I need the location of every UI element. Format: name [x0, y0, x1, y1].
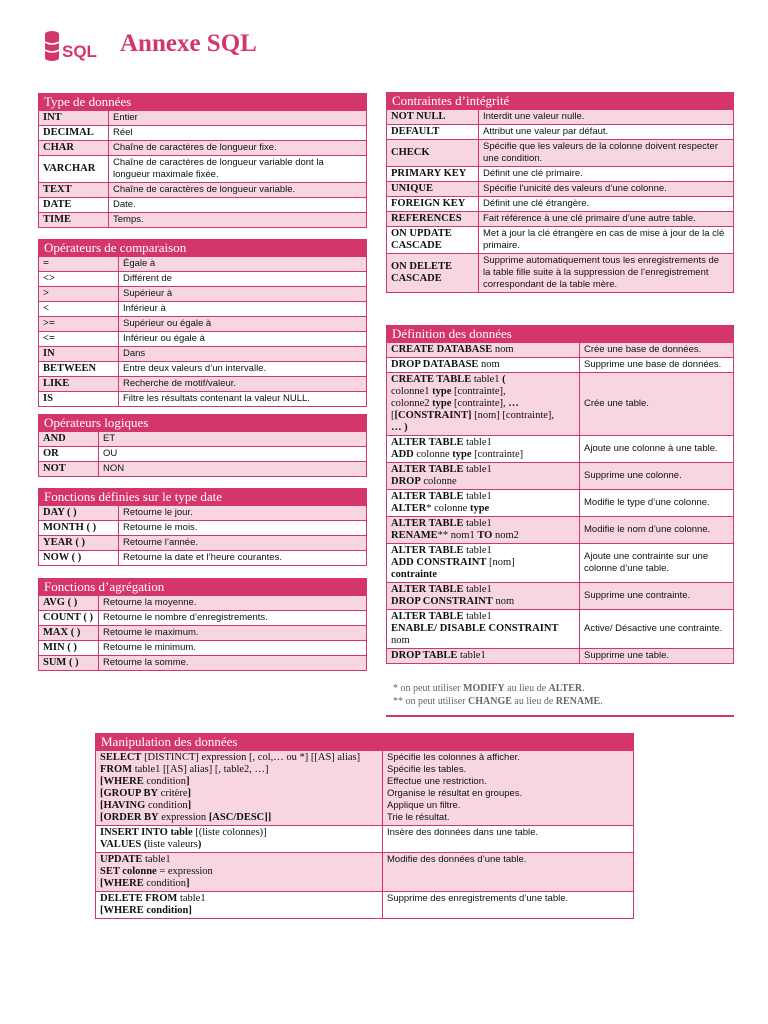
- description-cell: ET: [99, 432, 367, 447]
- description-cell: Définit une clé primaire.: [479, 167, 734, 182]
- description-cell: Active/ Désactive une contrainte.: [580, 610, 734, 649]
- term-cell: SELECT [DISTINCT] expression [, col,… ou *] [[AS] alias] FROM table1 [[AS] alias] [, table2, …] [WHERE condition] [GROUP BY critère] [HAVING condition] [ORDER BY expression [ASC/DESC]]: [96, 751, 383, 826]
- term-cell: ALTER TABLE table1 ADD CONSTRAINT [nom] contrainte: [387, 544, 580, 583]
- description-cell: Fait référence à une clé primaire d’une autre table.: [479, 212, 734, 227]
- term-cell: ALTER TABLE table1 RENAME** nom1 TO nom2: [387, 517, 580, 544]
- description-cell: Filtre les résultats contenant la valeur NULL.: [119, 392, 367, 407]
- section-header: Type de données: [38, 93, 367, 110]
- description-cell: Spécifie l’unicité des valeurs d’une colonne.: [479, 182, 734, 197]
- table-row: [387, 227, 734, 254]
- section-header: Fonctions d’agrégation: [38, 578, 367, 595]
- table-row: [39, 506, 367, 521]
- description-cell: Crée une base de données.: [580, 343, 734, 358]
- svg-text:SQL: SQL: [62, 42, 97, 61]
- description-cell: OU: [99, 447, 367, 462]
- table-row: [387, 167, 734, 182]
- section-date-functions: [38, 488, 367, 566]
- term-cell: >: [39, 287, 119, 302]
- section-header: Définition des données: [386, 325, 734, 342]
- table-row: [387, 436, 734, 463]
- section-aggregate-functions: [38, 578, 367, 671]
- table-row: [387, 140, 734, 167]
- description-cell: Retourne le mois.: [119, 521, 367, 536]
- description-cell: Différent de: [119, 272, 367, 287]
- section-logical-operators: [38, 414, 367, 477]
- table-row: [39, 302, 367, 317]
- section-header: Contraintes d’intégrité: [386, 92, 734, 109]
- term-cell: MIN ( ): [39, 641, 99, 656]
- section-header: Opérateurs logiques: [38, 414, 367, 431]
- mix-table: [95, 750, 634, 919]
- term-cell: >=: [39, 317, 119, 332]
- table-row: [387, 544, 734, 583]
- term-cell: SUM ( ): [39, 656, 99, 671]
- description-cell: Retourne la somme.: [99, 656, 367, 671]
- description-cell: Temps.: [109, 213, 367, 228]
- description-cell: Crée une table.: [580, 373, 734, 436]
- table-row: [39, 287, 367, 302]
- table-row: [96, 853, 634, 892]
- section-header: Fonctions définies sur le type date: [38, 488, 367, 505]
- kv-table: [38, 431, 367, 477]
- term-cell: CREATE TABLE table1 ( colonne1 type [contrainte], colonne2 type [contrainte], … [[CONSTRAINT] [nom] [contrainte], … ): [387, 373, 580, 436]
- table-row: [39, 611, 367, 626]
- table-row: [39, 462, 367, 477]
- term-cell: INT: [39, 111, 109, 126]
- table-row: [39, 126, 367, 141]
- table-row: [39, 551, 367, 566]
- term-cell: CREATE DATABASE nom: [387, 343, 580, 358]
- section-header: Opérateurs de comparaison: [38, 239, 367, 256]
- description-cell: Égale à: [119, 257, 367, 272]
- term-cell: =: [39, 257, 119, 272]
- table-row: [39, 347, 367, 362]
- kv-table: [38, 595, 367, 671]
- term-cell: ALTER TABLE table1 DROP CONSTRAINT nom: [387, 583, 580, 610]
- term-cell: LIKE: [39, 377, 119, 392]
- sql-database-logo-icon: [44, 29, 102, 63]
- table-row: [39, 183, 367, 198]
- term-cell: TIME: [39, 213, 109, 228]
- term-cell: COUNT ( ): [39, 611, 99, 626]
- description-cell: Entre deux valeurs d’un intervalle.: [119, 362, 367, 377]
- term-cell: OR: [39, 447, 99, 462]
- term-cell: DAY ( ): [39, 506, 119, 521]
- mix-table: [386, 342, 734, 664]
- table-row: [39, 257, 367, 272]
- table-row: [387, 373, 734, 436]
- kv-table: [386, 109, 734, 293]
- table-row: [39, 362, 367, 377]
- description-cell: Supprime des enregistrements d’une table.: [383, 892, 634, 919]
- kv-table: [38, 110, 367, 228]
- table-row: [387, 110, 734, 125]
- term-cell: YEAR ( ): [39, 536, 119, 551]
- term-cell: <=: [39, 332, 119, 347]
- table-row: [39, 432, 367, 447]
- term-cell: MAX ( ): [39, 626, 99, 641]
- term-cell: NOT NULL: [387, 110, 479, 125]
- table-row: [39, 392, 367, 407]
- table-row: [96, 892, 634, 919]
- term-cell: AND: [39, 432, 99, 447]
- description-cell: Met à jour la clé étrangère en cas de mise à jour de la clé primaire.: [479, 227, 734, 254]
- term-cell: BETWEEN: [39, 362, 119, 377]
- term-cell: UPDATE table1 SET colonne = expression [WHERE condition]: [96, 853, 383, 892]
- kv-table: [38, 256, 367, 407]
- description-cell: Chaîne de caractères de longueur variable.: [109, 183, 367, 198]
- term-cell: ALTER TABLE table1 ENABLE/ DISABLE CONSTRAINT nom: [387, 610, 580, 649]
- description-cell: Supprime automatiquement tous les enregistrements de la table fille suite à la suppression de l’enregistrement correspondant de la table mère.: [479, 254, 734, 293]
- term-cell: MONTH ( ): [39, 521, 119, 536]
- description-cell: Réel: [109, 126, 367, 141]
- description-cell: Chaîne de caractères de longueur variable dont la longueur maximale fixée.: [109, 156, 367, 183]
- term-cell: TEXT: [39, 183, 109, 198]
- description-cell: Interdit une valeur nulle.: [479, 110, 734, 125]
- term-cell: <>: [39, 272, 119, 287]
- term-cell: VARCHAR: [39, 156, 109, 183]
- table-row: [39, 536, 367, 551]
- term-cell: DROP TABLE table1: [387, 649, 580, 664]
- section-comparison-operators: [38, 239, 367, 407]
- description-cell: Supérieur à: [119, 287, 367, 302]
- table-row: [387, 517, 734, 544]
- description-cell: Chaîne de caractères de longueur fixe.: [109, 141, 367, 156]
- term-cell: AVG ( ): [39, 596, 99, 611]
- table-row: [387, 358, 734, 373]
- table-row: [39, 272, 367, 287]
- kv-table: [38, 505, 367, 566]
- description-cell: Modifie le type d’une colonne.: [580, 490, 734, 517]
- table-row: [387, 583, 734, 610]
- description-cell: Modifie des données d’une table.: [383, 853, 634, 892]
- term-cell: DATE: [39, 198, 109, 213]
- table-row: [39, 626, 367, 641]
- table-row: [39, 521, 367, 536]
- footnote-modify: * on peut utiliser MODIFY au lieu de ALTER.: [393, 683, 585, 694]
- table-row: [387, 182, 734, 197]
- term-cell: PRIMARY KEY: [387, 167, 479, 182]
- description-cell: Dans: [119, 347, 367, 362]
- table-row: [39, 641, 367, 656]
- divider: [386, 715, 734, 717]
- table-row: [39, 332, 367, 347]
- term-cell: ALTER TABLE table1 DROP colonne: [387, 463, 580, 490]
- term-cell: DEFAULT: [387, 125, 479, 140]
- term-cell: FOREIGN KEY: [387, 197, 479, 212]
- description-cell: Supprime une base de données.: [580, 358, 734, 373]
- term-cell: ON UPDATE CASCADE: [387, 227, 479, 254]
- table-row: [387, 343, 734, 358]
- description-cell: Recherche de motif/valeur.: [119, 377, 367, 392]
- section-header: Manipulation des données: [95, 733, 634, 750]
- footnote-change: ** on peut utiliser CHANGE au lieu de RENAME.: [393, 696, 603, 707]
- description-cell: Retourne l’année.: [119, 536, 367, 551]
- term-cell: NOT: [39, 462, 99, 477]
- term-cell: CHECK: [387, 140, 479, 167]
- table-row: [39, 213, 367, 228]
- page-title: Annexe SQL: [120, 30, 257, 57]
- description-cell: Ajoute une colonne à une table.: [580, 436, 734, 463]
- term-cell: DECIMAL: [39, 126, 109, 141]
- table-row: [39, 656, 367, 671]
- table-row: [387, 212, 734, 227]
- description-cell: Supprime une colonne.: [580, 463, 734, 490]
- term-cell: NOW ( ): [39, 551, 119, 566]
- description-cell: Supprime une table.: [580, 649, 734, 664]
- description-cell: Attribut une valeur par défaut.: [479, 125, 734, 140]
- description-cell: Spécifie que les valeurs de la colonne doivent respecter une condition.: [479, 140, 734, 167]
- term-cell: DELETE FROM table1 [WHERE condition]: [96, 892, 383, 919]
- table-row: [387, 649, 734, 664]
- description-cell: Entier: [109, 111, 367, 126]
- table-row: [39, 156, 367, 183]
- section-data-definition: [386, 325, 734, 664]
- table-row: [96, 826, 634, 853]
- description-cell: Retourne le nombre d’enregistrements.: [99, 611, 367, 626]
- section-data-manipulation: [95, 733, 634, 919]
- term-cell: <: [39, 302, 119, 317]
- table-row: [387, 197, 734, 212]
- term-cell: REFERENCES: [387, 212, 479, 227]
- term-cell: ALTER TABLE table1 ALTER* colonne type: [387, 490, 580, 517]
- table-row: [39, 317, 367, 332]
- section-integrity-constraints: [386, 92, 734, 293]
- term-cell: UNIQUE: [387, 182, 479, 197]
- description-cell: Inférieur à: [119, 302, 367, 317]
- term-cell: DROP DATABASE nom: [387, 358, 580, 373]
- table-row: [39, 198, 367, 213]
- table-row: [387, 125, 734, 140]
- table-row: [387, 610, 734, 649]
- term-cell: ON DELETE CASCADE: [387, 254, 479, 293]
- description-cell: Supprime une contrainte.: [580, 583, 734, 610]
- description-cell: Retourne le minimum.: [99, 641, 367, 656]
- table-row: [39, 111, 367, 126]
- description-cell: Spécifie les colonnes à afficher. Spécifie les tables. Effectue une restriction. Organise le résultat en groupes. Applique un filtre. Trie le résultat.: [383, 751, 634, 826]
- table-row: [387, 254, 734, 293]
- table-row: [387, 490, 734, 517]
- description-cell: Définit une clé étrangère.: [479, 197, 734, 212]
- term-cell: CHAR: [39, 141, 109, 156]
- description-cell: Retourne le maximum.: [99, 626, 367, 641]
- description-cell: Ajoute une contrainte sur une colonne d’une table.: [580, 544, 734, 583]
- term-cell: IS: [39, 392, 119, 407]
- description-cell: Supérieur ou égale à: [119, 317, 367, 332]
- description-cell: Retourne la moyenne.: [99, 596, 367, 611]
- table-row: [96, 751, 634, 826]
- description-cell: Inférieur ou égale à: [119, 332, 367, 347]
- description-cell: Retourne le jour.: [119, 506, 367, 521]
- term-cell: INSERT INTO table [(liste colonnes)] VALUES (liste valeurs): [96, 826, 383, 853]
- description-cell: Date.: [109, 198, 367, 213]
- description-cell: Insère des données dans une table.: [383, 826, 634, 853]
- table-row: [39, 447, 367, 462]
- table-row: [387, 463, 734, 490]
- description-cell: NON: [99, 462, 367, 477]
- description-cell: Retourne la date et l’heure courantes.: [119, 551, 367, 566]
- table-row: [39, 141, 367, 156]
- description-cell: Modifie le nom d’une colonne.: [580, 517, 734, 544]
- table-row: [39, 596, 367, 611]
- section-data-types: [38, 93, 367, 228]
- table-row: [39, 377, 367, 392]
- term-cell: IN: [39, 347, 119, 362]
- term-cell: ALTER TABLE table1 ADD colonne type [contrainte]: [387, 436, 580, 463]
